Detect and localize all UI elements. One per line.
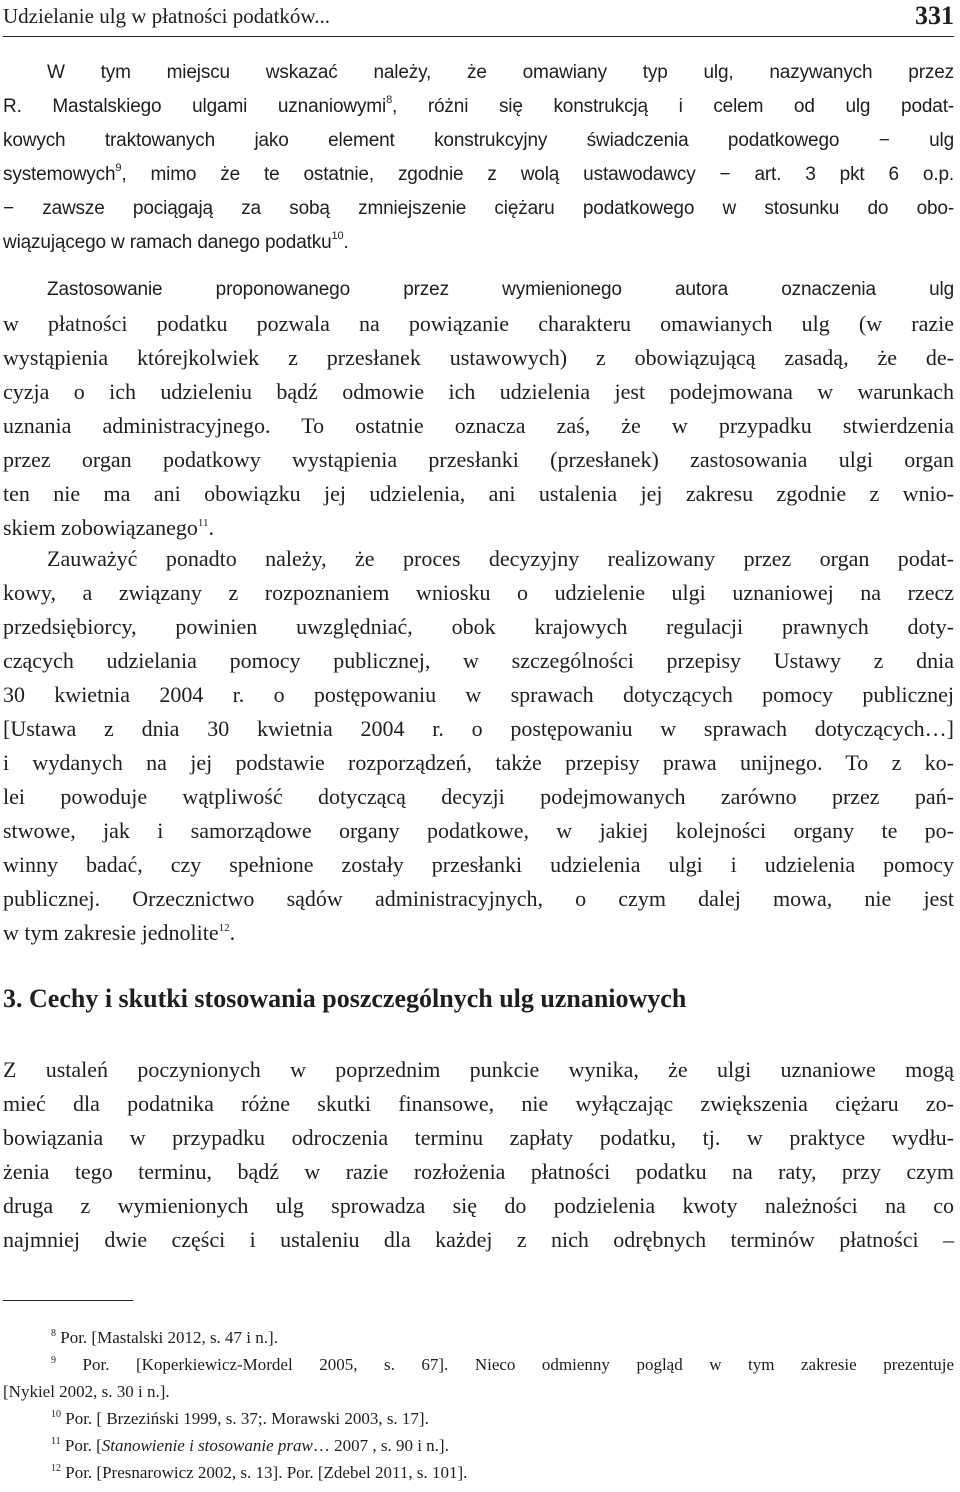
- text-line: skiem zobowiązanego$^{11}$.: [3, 515, 214, 540]
- text-line: Zauważyć ponadto należy, że proces decyzyjny realizowany przez organ podat-: [47, 546, 954, 571]
- footnote-12: $^{12}$ Por. [Presnarowicz 2002, s. 13]. Por. [Zdebel 2011, s. 101].: [51, 1463, 468, 1482]
- text-line: wiązującego w ramach danego podatku$^{10}$.: [3, 230, 349, 253]
- text-line: systemowych$^9$, mimo że te ostatnie, zgodnie z wolą ustawodawcy − art. 3 pkt 6 o.p.: [3, 162, 954, 185]
- text-line: − zawsze pociągają za sobą zmniejszenie ciężaru podatkowego w stosunku do obo-: [3, 198, 954, 219]
- footnote-ref[interactable]: 10: [331, 230, 344, 242]
- paragraph-1: [3, 56, 954, 260]
- text-line: R. Mastalskiego ulgami uznaniowymi$^8$, różni się konstrukcją i celem od ulg podat-: [3, 94, 954, 117]
- running-header: [3, 0, 954, 37]
- text-line: i wydanych na jej podstawie rozporządzeń, także przepisy prawa unijnego. To z ko-: [3, 750, 954, 775]
- text-line: bowiązania w przypadku odroczenia terminu zapłaty podatku, tj. w praktyce wydłu-: [3, 1125, 954, 1150]
- paragraph-2: [3, 273, 954, 307]
- running-title: Udzielanie ulg w płatności podatków...: [3, 4, 330, 28]
- text-line: lei powoduje wątpliwość dotyczącą decyzji podejmowanych zarówno przez pań-: [3, 784, 954, 809]
- text-line: Zastosowanie proponowanego przez wymienionego autora oznaczenia ulg: [47, 279, 954, 300]
- page-number: 331: [915, 1, 954, 30]
- text-line: czących udzielania pomocy publicznej, w szczególności przepisy Ustawy z dnia: [3, 648, 954, 673]
- footnote-ref[interactable]: 12: [218, 922, 230, 934]
- text-line: przedsiębiorcy, powinien uwzględniać, obok krajowych regulacji prawnych doty-: [3, 614, 954, 639]
- footnote-10: $^{10}$ Por. [ Brzeziński 1999, s. 37;. Morawski 2003, s. 17].: [51, 1409, 429, 1428]
- text-line: cyzja o ich udzieleniu bądź odmowie ich udzielenia jest podejmowana w warunkach: [3, 379, 954, 404]
- text-line: przez organ podatkowy wystąpienia przesłanki (przesłanek) zastosowania ulgi organ: [3, 447, 954, 472]
- text-line: wystąpienia którejkolwiek z przesłanek ustawowych) z obowiązującą zasadą, że de-: [3, 345, 954, 370]
- footnote-8: $^8$ Por. [Mastalski 2012, s. 47 i n.].: [51, 1328, 278, 1347]
- paragraph-2-continued: [3, 307, 954, 545]
- footnote-ref[interactable]: 11: [197, 517, 209, 529]
- text-line: ten nie ma ani obowiązku jej udzielenia, ani ustalenia jej zakresu zgodnie z wnio-: [3, 481, 954, 506]
- paragraph-4: [3, 1053, 954, 1257]
- text-line: Z ustaleń poczynionych w poprzednim punkcie wynika, że ulgi uznaniowe mogą: [3, 1057, 954, 1082]
- text-line: w płatności podatku pozwala na powiązanie charakteru omawianych ulg (w razie: [3, 311, 954, 336]
- text-line: najmniej dwie części i ustaleniu dla każdej z nich odrębnych terminów płatności –: [3, 1227, 954, 1252]
- footnote-ref[interactable]: 8: [386, 94, 393, 106]
- text-line: uznania administracyjnego. To ostatnie oznacza zaś, że w przypadku stwierdzenia: [3, 413, 954, 438]
- footnote-9-continuation: [Nykiel 2002, s. 30 i n.].: [3, 1382, 170, 1401]
- footnotes: [3, 1324, 954, 1486]
- text-line: druga z wymienionych ulg sprowadza się do podzielenia kwoty należności na co: [3, 1193, 954, 1218]
- section-heading: 3. Cechy i skutki stosowania poszczególnych ulg uznaniowych: [3, 984, 687, 1013]
- text-line: publicznej. Orzecznictwo sądów administracyjnych, o czym dalej mowa, nie jest: [3, 886, 954, 911]
- text-line: W tym miejscu wskazać należy, że omawiany typ ulg, nazywanych przez: [47, 62, 954, 83]
- text-line: w tym zakresie jednolite$^{12}$.: [3, 920, 236, 945]
- text-line: winny badać, czy spełnione zostały przesłanki udzielenia ulgi i udzielenia pomocy: [3, 852, 954, 877]
- text-line: [Ustawa z dnia 30 kwietnia 2004 r. o postępowaniu w sprawach dotyczących…]: [3, 716, 954, 741]
- text-line: żenia tego terminu, bądź w razie rozłożenia płatności podatku na raty, przy czym: [3, 1159, 954, 1184]
- footnote-ref[interactable]: 9: [115, 162, 122, 174]
- paragraph-3: [3, 542, 954, 950]
- text-line: kowych traktowanych jako element konstrukcyjny świadczenia podatkowego − ulg: [3, 130, 954, 151]
- text-line: kowy, a związany z rozpoznaniem wniosku o udzielenie ulgi uznaniowej na rzecz: [3, 580, 954, 605]
- text-line: mieć dla podatnika różne skutki finansowe, nie wyłączając zwiększenia ciężaru zo-: [3, 1091, 954, 1116]
- text-line: 30 kwietnia 2004 r. o postępowaniu w sprawach dotyczących pomocy publicznej: [3, 682, 954, 707]
- text-line: stwowe, jak i samorządowe organy podatkowe, w jakiej kolejności organy te po-: [3, 818, 954, 843]
- footnote-11: $^{11}$ Por. [Stanowienie i stosowanie praw… 2007 , s. 90 i n.].: [51, 1436, 449, 1455]
- footnote-separator: [3, 1300, 133, 1301]
- footnote-9: $^9$ Por. [Koperkiewicz-Mordel 2005, s. 67]. Nieco odmienny pogląd w tym zakresie prezentuje: [51, 1355, 954, 1374]
